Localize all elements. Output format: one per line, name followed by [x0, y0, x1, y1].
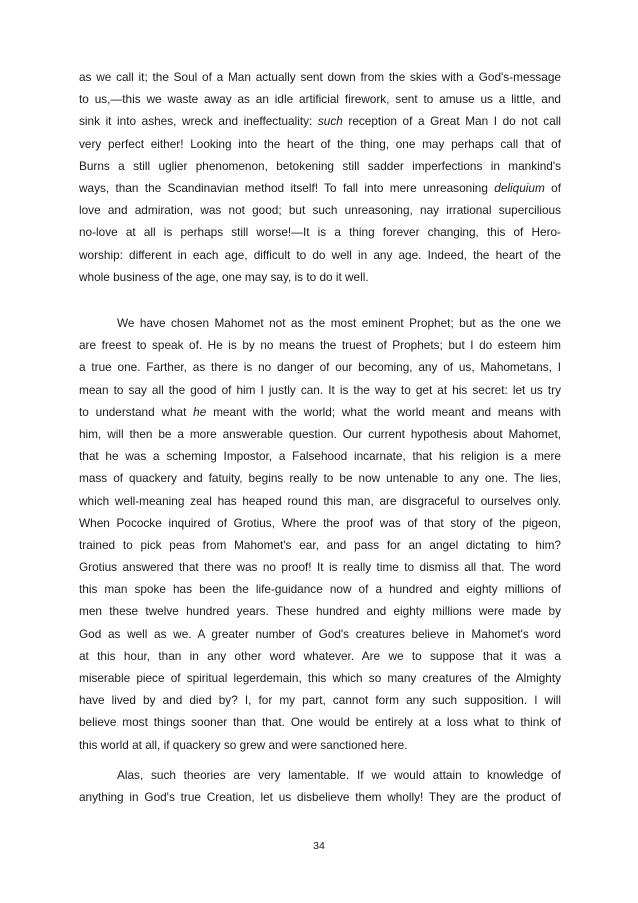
- text-line: a true one. Farther, as there is no danger of our becoming, any of us, Mahometans, I: [79, 360, 561, 375]
- text-line: Burns a still uglier phenomenon, betokening still sadder imperfections in mankind's: [79, 158, 561, 173]
- text-line: sink it into ashes, wreck and ineffectuality: such reception of a Great Man I do not call: [79, 114, 561, 129]
- emphasis-text: he: [193, 404, 207, 419]
- text-line: anything in God's true Creation, let us disbelieve them wholly! They are the product of: [79, 790, 561, 805]
- text-line: to us,—this we waste away as an idle artificial firework, sent to amuse us a little, and: [79, 92, 561, 107]
- text-line: this man spoke has been the life-guidance now of a hundred and eighty millions of: [79, 582, 561, 597]
- text-line: mean to say all the good of him I justly can. It is the way to get at his secret: let us try: [79, 382, 561, 397]
- text-line: him, will then be a more answerable question. Our current hypothesis about Mahomet,: [79, 426, 561, 441]
- text-line: We have chosen Mahomet not as the most eminent Prophet; but as the one we: [117, 316, 561, 330]
- text-line: believe most things sooner than that. One would be entirely at a loss what to think of: [79, 715, 561, 730]
- page-number: 34: [313, 840, 325, 852]
- text-line: as we call it; the Soul of a Man actually sent down from the skies with a God's-message: [79, 70, 561, 84]
- text-line: love and admiration, was not good; but such unreasoning, nay irrational supercilious: [79, 203, 561, 218]
- paragraph-2: [79, 312, 561, 756]
- emphasis-text: deliquium: [494, 180, 545, 195]
- text-line: no-love at all is perhaps still worse!—It is a thing forever changing, this of Hero-: [79, 225, 561, 240]
- paragraph-1: [79, 66, 561, 288]
- text-line: that he was a scheming Impostor, a Falsehood incarnate, that his religion is a mere: [79, 449, 561, 464]
- text-line: men these twelve hundred years. These hundred and eighty millions were made by: [79, 604, 561, 619]
- text-line: which well-meaning zeal has heaped round this man, are disgraceful to ourselves only.: [79, 493, 561, 508]
- text-line: at this hour, than in any other word whatever. Are we to suppose that it was a: [79, 648, 561, 663]
- text-line: Grotius answered that there was no proof! It is really time to dismiss all that. The word: [79, 560, 561, 575]
- text-line: Alas, such theories are very lamentable. If we would attain to knowledge of: [117, 768, 561, 782]
- paragraph-3: [79, 764, 561, 808]
- text-line: God as well as we. A greater number of God's creatures believe in Mahomet's word: [79, 626, 561, 641]
- text-line: whole business of the age, one may say, is to do it well.: [79, 269, 369, 284]
- text-line: very perfect either! Looking into the heart of the thing, one may perhaps call that of: [79, 136, 561, 151]
- text-line: this world at all, if quackery so grew and were sanctioned here.: [79, 737, 408, 752]
- text-line: are freest to speak of. He is by no means the truest of Prophets; but I do esteem him: [79, 338, 561, 353]
- text-line: miserable piece of spiritual legerdemain, this which so many creatures of the Almighty: [79, 671, 561, 685]
- text-line: trained to pick peas from Mahomet's ear, and pass for an angel dictating to him?: [79, 537, 561, 552]
- text-line: ways, than the Scandinavian method itself! To fall into mere unreasoning deliquium of: [79, 180, 561, 195]
- text-line: worship: different in each age, difficult to do well in any age. Indeed, the heart of the: [79, 247, 561, 262]
- emphasis-text: such: [317, 114, 343, 129]
- text-line: When Pococke inquired of Grotius, Where the proof was of that story of the pigeon,: [79, 515, 561, 530]
- text-line: have lived by and died by? I, for my part, cannot form any such supposition. I will: [79, 693, 561, 708]
- text-line: to understand what he meant with the world; what the world meant and means with: [79, 404, 561, 419]
- text-line: mass of quackery and fatuity, begins really to be now untenable to any one. The lies,: [79, 471, 561, 486]
